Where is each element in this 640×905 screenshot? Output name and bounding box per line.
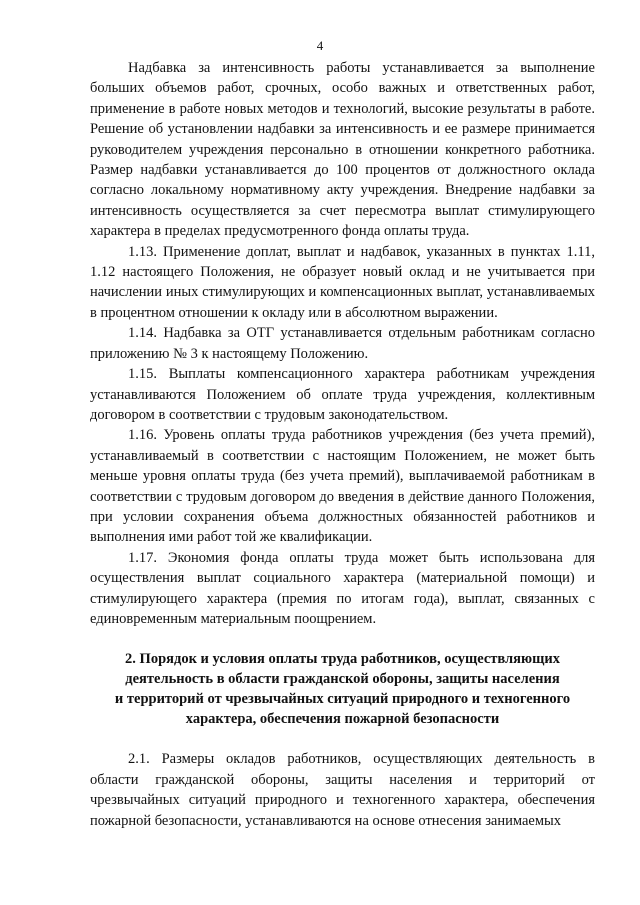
paragraph-1-16: 1.16. Уровень оплаты труда работников учреждения (без учета премий), устанавливаемый в соответствии с настоящим Положением, не может быть меньше уровня оплаты труда (без учета премий), выплачиваемой работникам в соответствии с трудовым договором до введения в действие данного Положения, при условии сохранения объема должностных обязанностей работников и выполнения ими работ той же квалификации. — [90, 427, 595, 546]
paragraph-1-13: 1.13. Применение доплат, выплат и надбавок, указанных в пунктах 1.11, 1.12 настоящего Положения, не образует новый оклад и не учитывается при начислении иных стимулирующих и компенсационных выплат, устанавливаемых в процентном отношении к окладу или в абсолютном выражении. — [90, 243, 595, 321]
section-2-heading — [90, 649, 595, 729]
paragraph-intensity-bonus: Надбавка за интенсивность работы устанавливается за выполнение больших объемов работ, срочных, особо важных и ответственных работ, применение в работе новых методов и технологий, высокие результаты в работе. Решение об установлении надбавки за интенсивность и ее размере принимается руководителем учреждения персонально в отношении конкретного работника. Размер надбавки устанавливается до 100 процентов от должностного оклада согласно локальному нормативному акту учреждения. Внедрение надбавки за интенсивность осуществляется за счет пересмотра выплат стимулирующего характера в пределах предусмотренного фонда оплаты труда. — [90, 60, 595, 240]
paragraph-1-17: 1.17. Экономия фонда оплаты труда может быть использована для осуществления выплат социального характера (материальной помощи) и стимулирующего характера (премия по итогам года), выплат, связанных с единовременным материальным поощрением. — [90, 549, 595, 627]
section-heading-line: характера, обеспечения пожарной безопасности — [185, 711, 500, 728]
section-heading-line: 2. Порядок и условия оплаты труда работников, осуществляющих — [125, 651, 560, 668]
document-body — [90, 58, 595, 831]
section-heading-line: и территорий от чрезвычайных ситуаций природного и техногенного — [114, 691, 571, 708]
paragraph-1-14: 1.14. Надбавка за ОТГ устанавливается отдельным работникам согласно приложению № 3 к настоящему Положению. — [90, 325, 595, 362]
page-number: 4 — [316, 38, 324, 53]
paragraph-1-15: 1.15. Выплаты компенсационного характера работникам учреждения устанавливаются Положением об оплате труда учреждения, коллективным договором в соответствии с трудовым законодательством. — [90, 366, 595, 423]
paragraph-2-1: 2.1. Размеры окладов работников, осуществляющих деятельность в области гражданской обороны, защиты населения и территорий от чрезвычайных ситуаций природного и техногенного характера, обеспечения пожарной безопасности, устанавливаются на основе отнесения занимаемых — [90, 751, 595, 829]
section-heading-line: деятельность в области гражданской обороны, защиты населения — [125, 671, 560, 688]
